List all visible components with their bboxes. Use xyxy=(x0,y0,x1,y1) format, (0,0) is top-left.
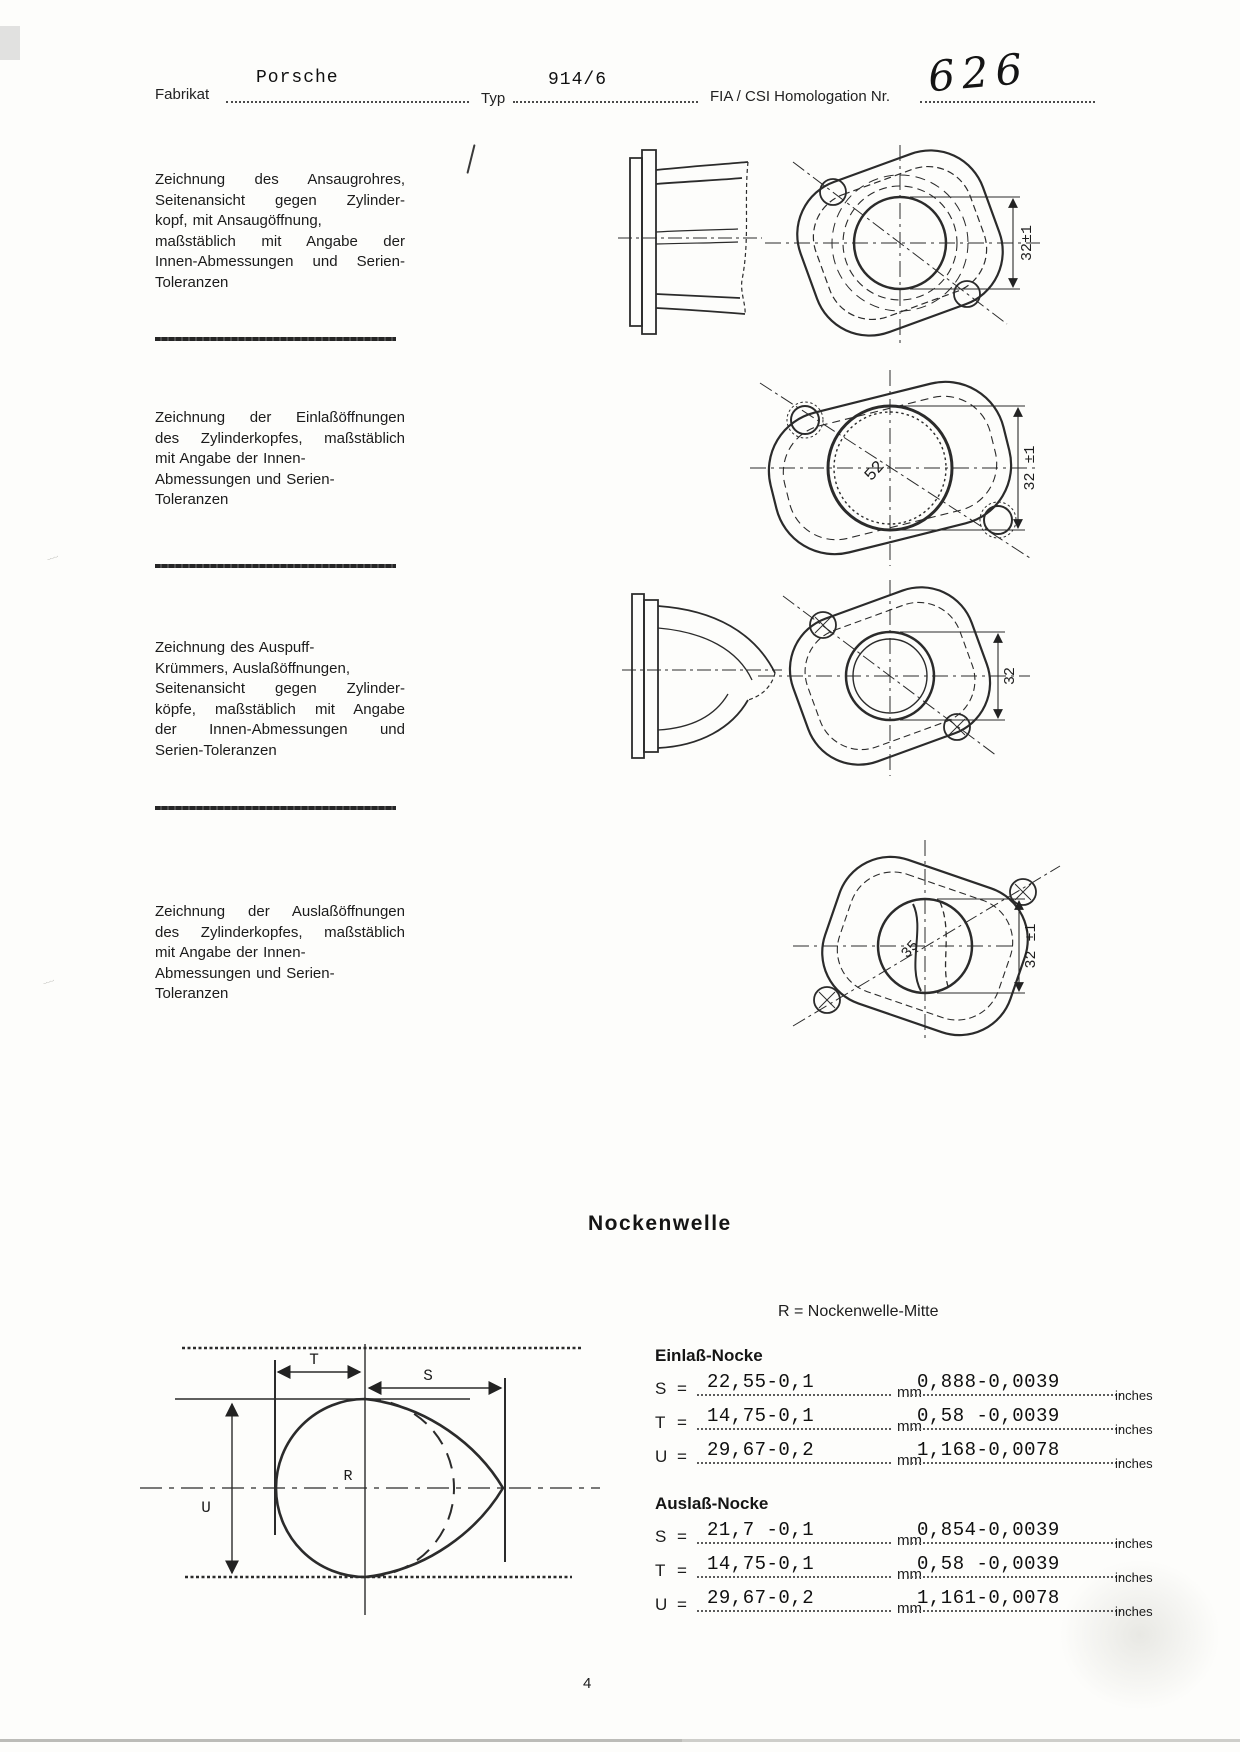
param-letter: S xyxy=(655,1379,667,1398)
text-line: köpfe, maßstäblich mit Angabe xyxy=(155,700,405,718)
value-inches: 0,58 -0,0039 xyxy=(907,1405,1121,1430)
text-line: Zeichnung des Auspuff- xyxy=(155,639,315,656)
value-inches: 0,58 -0,0039 xyxy=(907,1553,1121,1578)
equals-sign: = xyxy=(677,1379,687,1398)
text-line: des Zylinderkopfes, maßstäblich xyxy=(155,923,405,941)
text-line: kopf, mit Ansaugöffnung, xyxy=(155,212,322,229)
value-inches: 0,888-0,0039 xyxy=(907,1371,1121,1396)
unit-inches: inches xyxy=(1115,1422,1153,1437)
page-number: 4 xyxy=(583,1675,592,1692)
description-exhaust-ports xyxy=(155,902,405,1005)
text-line: Seitenansicht gegen Zylinder- xyxy=(155,680,405,697)
equals-sign: = xyxy=(677,1561,687,1580)
text-line: des Zylinderkopfes, maßstäblich xyxy=(155,429,405,447)
homologation-number: 626 xyxy=(926,43,1032,102)
section-divider xyxy=(155,337,396,341)
typ-rule xyxy=(513,101,698,103)
unit-inches: inches xyxy=(1115,1604,1153,1619)
unit-inches: inches xyxy=(1115,1456,1153,1471)
unit-inches: inches xyxy=(1115,1388,1153,1403)
dimension-label: 32±1 xyxy=(1019,224,1036,262)
text-line: Toleranzen xyxy=(155,273,229,291)
homologation-label: FIA / CSI Homologation Nr. xyxy=(710,88,891,105)
value-mm: 29,67-0,2 xyxy=(697,1439,891,1464)
cam-spec-row xyxy=(655,1436,1195,1470)
section-divider xyxy=(155,564,396,568)
dimension-label: 32 ±1 xyxy=(1022,445,1039,491)
value-mm: 22,55-0,1 xyxy=(697,1371,891,1396)
text-line: Krümmers, Auslaßöffnungen, xyxy=(155,659,350,677)
homologation-rule xyxy=(920,101,1095,103)
equals-sign: = xyxy=(677,1527,687,1546)
r-label: R xyxy=(343,1468,353,1485)
inlet-port-drawing xyxy=(600,368,1040,573)
fabrikat-value: Porsche xyxy=(256,68,339,88)
unit-mm: mm xyxy=(897,1384,922,1401)
cam-spec-row xyxy=(655,1368,1195,1402)
fabrikat-label: Fabrikat xyxy=(155,86,210,103)
text-line: Innen-Abmessungen und Serien- xyxy=(155,253,405,270)
param-letter: T xyxy=(655,1413,666,1432)
cam-profile-diagram xyxy=(140,1330,600,1625)
u-label: U xyxy=(201,1499,211,1517)
param-letter: S xyxy=(655,1527,667,1546)
text-line: maßstäblich mit Angabe der xyxy=(155,232,405,250)
equals-sign: = xyxy=(677,1413,687,1432)
unit-inches: inches xyxy=(1115,1536,1153,1551)
text-line: mit Angabe der Innen- xyxy=(155,450,306,467)
unit-mm: mm xyxy=(897,1452,922,1469)
description-inlet-ports xyxy=(155,408,405,511)
unit-mm: mm xyxy=(897,1566,922,1583)
t-label: T xyxy=(309,1351,319,1369)
dimension-label: 32 xyxy=(1002,666,1019,686)
fabrikat-rule xyxy=(226,101,469,103)
inlet-cam-title: Einlaß-Nocke xyxy=(655,1346,763,1365)
nockenwelle-heading: Nockenwelle xyxy=(588,1212,732,1235)
dimension-label: 32 ±1 xyxy=(1023,923,1040,969)
text-line: mit Angabe der Innen- xyxy=(155,944,306,961)
typ-value: 914/6 xyxy=(548,70,608,90)
scan-corner-smudge xyxy=(0,26,20,60)
text-line: Toleranzen xyxy=(155,985,229,1002)
bore-diameter-label: 35 xyxy=(898,937,923,963)
inlet-cam-table xyxy=(655,1346,1195,1470)
value-mm: 14,75-0,1 xyxy=(697,1553,891,1578)
value-inches: 1,161-0,0078 xyxy=(907,1587,1121,1612)
cam-spec-row xyxy=(655,1516,1195,1550)
text-line: Zeichnung der Auslaßöffnungen xyxy=(155,903,405,920)
text-line: Serien-Toleranzen xyxy=(155,741,277,759)
value-mm: 14,75-0,1 xyxy=(697,1405,891,1430)
value-mm: 29,67-0,2 xyxy=(697,1587,891,1612)
exhaust-manifold-drawing xyxy=(600,578,1040,783)
equals-sign: = xyxy=(677,1595,687,1614)
description-exhaust-manifold xyxy=(155,638,405,761)
value-inches: 0,854-0,0039 xyxy=(907,1519,1121,1544)
unit-mm: mm xyxy=(897,1532,922,1549)
text-line: Abmessungen und Serien- xyxy=(155,964,335,982)
description-intake-pipe xyxy=(155,170,405,293)
exhaust-port-drawing xyxy=(775,828,1105,1053)
text-line: der Innen-Abmessungen und xyxy=(155,721,405,738)
scan-artifact: ﹏ xyxy=(44,547,58,563)
text-line: Zeichnung der Einlaßöffnungen xyxy=(155,409,405,426)
cam-spec-row xyxy=(655,1584,1195,1618)
typ-label: Typ xyxy=(481,90,506,107)
text-line: Toleranzen xyxy=(155,491,229,508)
unit-inches: inches xyxy=(1115,1570,1153,1585)
exhaust-cam-table xyxy=(655,1494,1195,1618)
unit-mm: mm xyxy=(897,1600,922,1617)
equals-sign: = xyxy=(677,1447,687,1466)
cam-spec-row xyxy=(655,1402,1195,1436)
param-letter: U xyxy=(655,1595,668,1614)
text-line: Zeichnung des Ansaugrohres, xyxy=(155,171,405,188)
pen-stroke-mark xyxy=(466,144,475,174)
text-line: Seitenansicht gegen Zylinder- xyxy=(155,191,405,209)
scan-bottom-edge xyxy=(0,1739,1240,1742)
exhaust-cam-title: Auslaß-Nocke xyxy=(655,1494,769,1513)
param-letter: T xyxy=(655,1561,666,1580)
scan-artifact: ﹏ xyxy=(40,971,54,987)
section-divider xyxy=(155,806,396,810)
bore-diameter-label: 52 xyxy=(861,457,890,486)
value-mm: 21,7 -0,1 xyxy=(697,1519,891,1544)
text-line: Abmessungen und Serien- xyxy=(155,470,335,488)
param-letter: U xyxy=(655,1447,668,1466)
cam-spec-row xyxy=(655,1550,1195,1584)
unit-mm: mm xyxy=(897,1418,922,1435)
intake-pipe-drawing xyxy=(600,140,1040,355)
cam-center-note: R = Nockenwelle-Mitte xyxy=(778,1303,939,1320)
s-label: S xyxy=(423,1367,433,1385)
value-inches: 1,168-0,0078 xyxy=(907,1439,1121,1464)
